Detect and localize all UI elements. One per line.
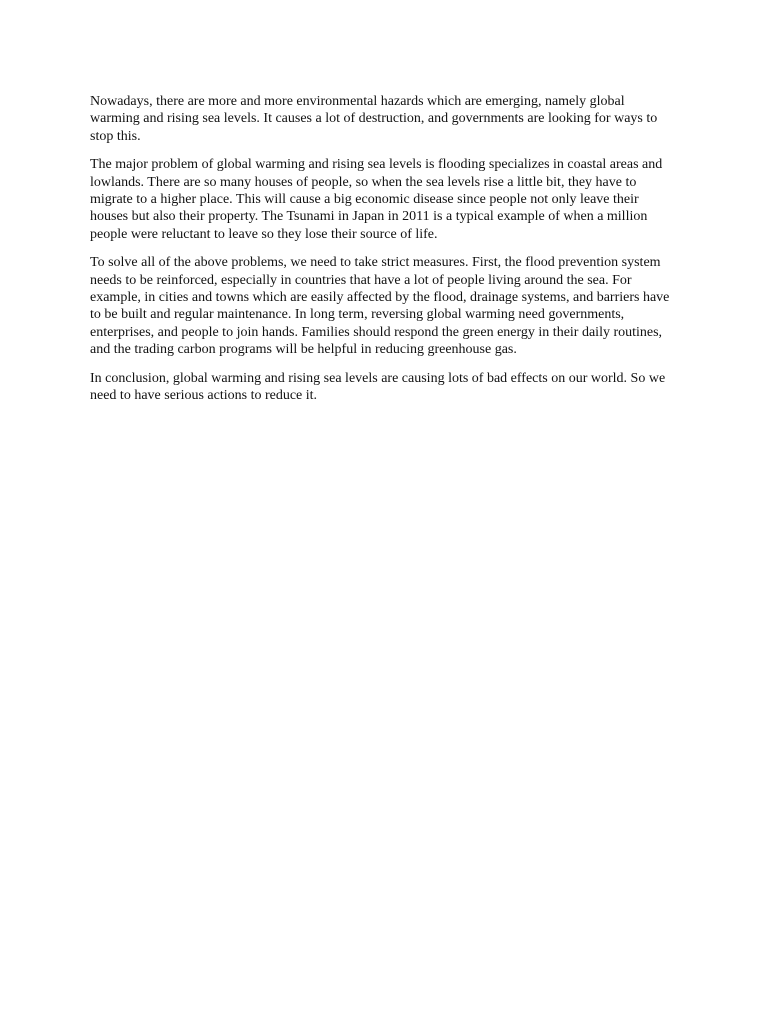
paragraph-problem: The major problem of global warming and rising sea levels is flooding specializes in coastal areas and lowlands. There are so many houses of people, so when the sea levels rise a little bit, they have to migrate to a higher place. This will cause a big economic disease since people not only leave their houses but also their property. The Tsunami in Japan in 2011 is a typical example of when a million people were reluctant to leave so they lose their source of life.	[90, 157, 663, 242]
paragraph-conclusion: In conclusion, global warming and rising sea levels are causing lots of bad effects on our world. So we need to have serious actions to reduce it.	[90, 370, 666, 404]
paragraph-introduction: Nowadays, there are more and more environmental hazards which are emerging, namely global warming and rising sea levels. It causes a lot of destruction, and governments are looking for ways to stop this.	[90, 94, 658, 144]
paragraph-solution: To solve all of the above problems, we need to take strict measures. First, the flood prevention system needs to be reinforced, especially in countries that have a lot of people living around the sea. For example, in cities and towns which are easily affected by the flood, drainage systems, and barriers have to be built and regular maintenance. In long term, reversing global warming need governments, enterprises, and people to join hands. Families should respond the green energy in their daily routines, and the trading carbon programs will be helpful in reducing greenhouse gas.	[90, 255, 670, 358]
essay-body	[90, 93, 672, 416]
